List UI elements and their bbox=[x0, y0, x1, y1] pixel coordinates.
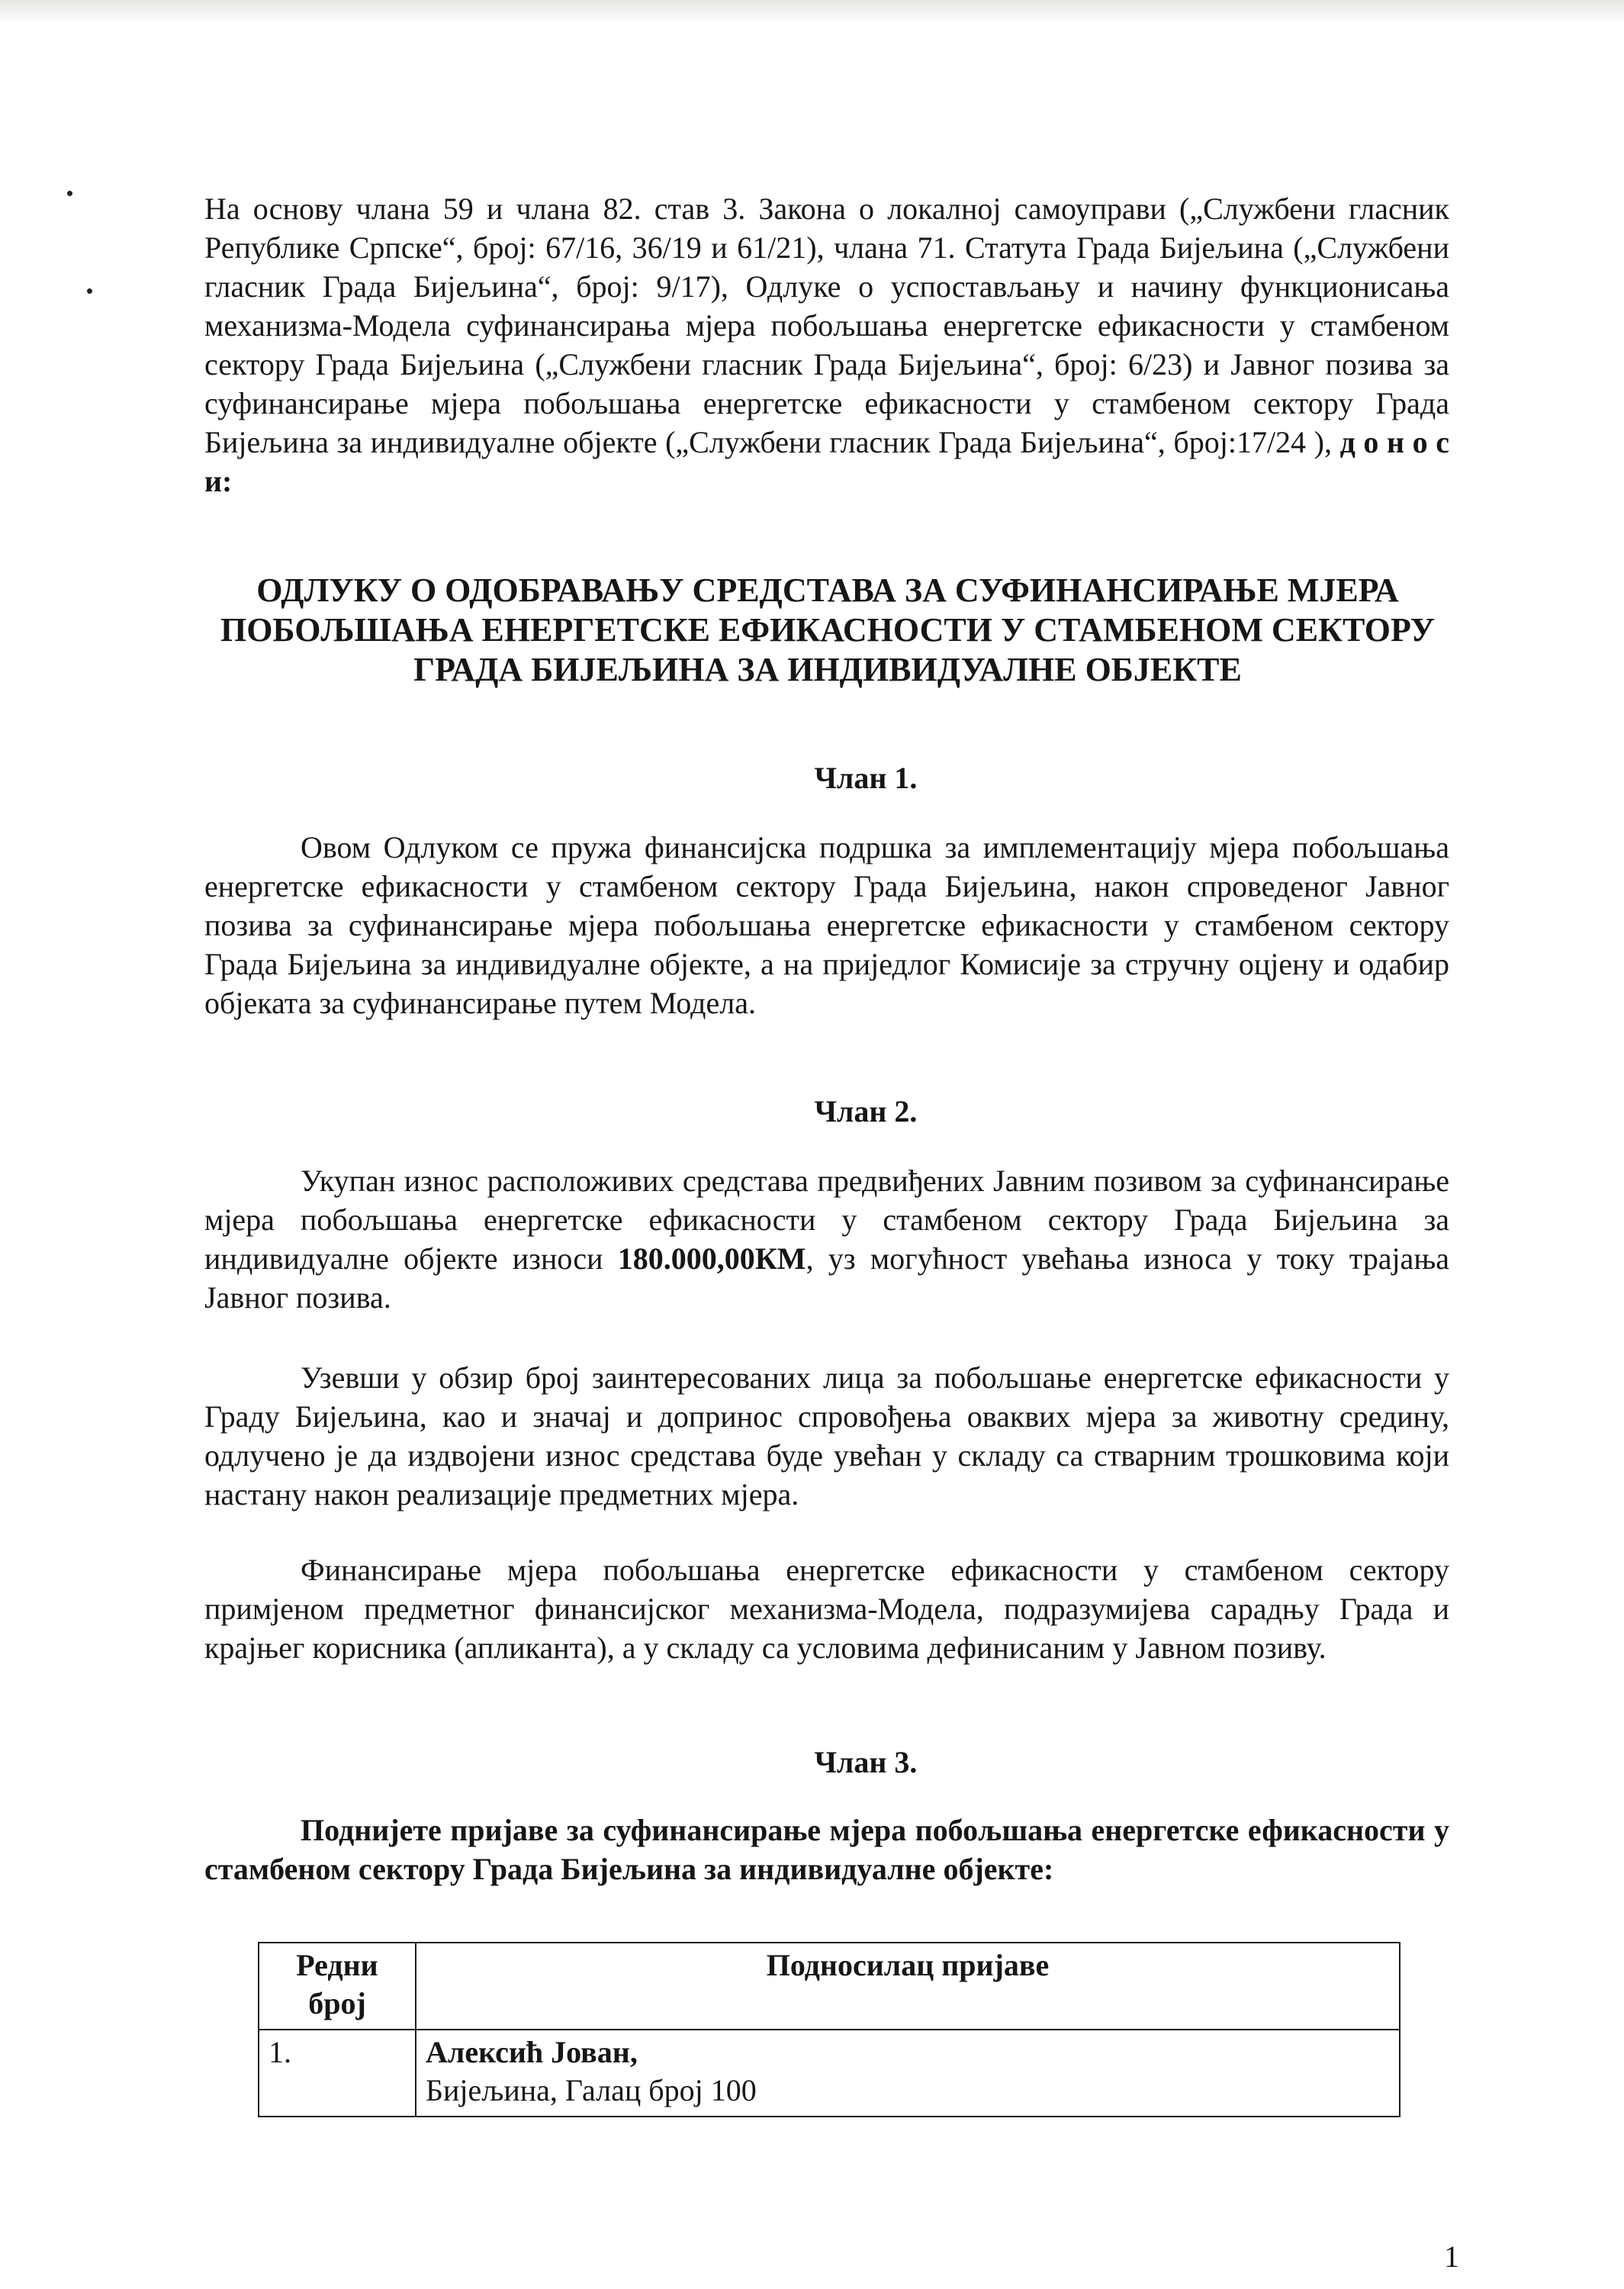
preamble bbox=[204, 189, 1449, 501]
applicant-cell bbox=[416, 2030, 1400, 2117]
applicant-name: Алексић Јован, bbox=[426, 2035, 638, 2069]
article-1-heading: Члан 1. bbox=[814, 761, 918, 795]
scan-mark bbox=[87, 288, 92, 294]
preamble-text: На основу члана 59 и члана 82. став 3. Закона о локалној самоуправи („Службени гласник Републике Српске“, број: 67/16, 36/19 и 61/21), члана 71. Статута Града Бијељина („Службени гласник Града Бијељина“, број: 9/17), Одлуке о успостављању и начину функционисања механизма-Модела суфинансирања мјера побољшања енергетске ефикасности у стамбеном сектору Града Бијељина („Службени гласник Града Бијељина“, број: 6/23) и Јавног позива за суфинансирање мјера побољшања енергетске ефикасности у стамбеном сектору Града Бијељина за индивидуалне објекте („Службени гласник Града Бијељина“, број:17/24 ), bbox=[204, 192, 1449, 459]
article-2-heading: Члан 2. bbox=[814, 1094, 918, 1128]
table-header-row bbox=[259, 1943, 1400, 2030]
article-2-paragraph-3: Финансирање мјера побољшања енергетске ефикасности у стамбеном сектору примјеном предметног финансијског механизма-Модела, подразумијева сарадњу Града и крајњег корисника (апликанта), а у складу са условима дефинисаним у Јавном позиву. bbox=[204, 1553, 1449, 1665]
row-number: 1. bbox=[259, 2030, 416, 2117]
scan-top-edge bbox=[0, 0, 1624, 23]
article-3-heading: Члан 3. bbox=[814, 1745, 918, 1779]
table-row bbox=[259, 2030, 1400, 2117]
article-2-paragraph-2: Узевши у обзир број заинтересованих лица за побољшање енергетске ефикасности у Граду Бијељина, као и значај и допринос спровођења оваквих мјера за животну средину, одлучено је да издвојени износ средстава буде увећан у складу са стварним трошковима који настану након реализације предметних мјера. bbox=[204, 1360, 1449, 1512]
decision-title: ОДЛУКУ О ОДОБРАВАЊУ СРЕДСТАВА ЗА СУФИНАНСИРАЊЕ МЈЕРА ПОБОЉШАЊА ЕНЕРГЕТСКЕ ЕФИКАСНОСТИ У СТАМБЕНОМ СЕКТОРУ ГРАДА БИЈЕЉИНА ЗА ИНДИВИДУАЛНЕ ОБЈЕКТЕ bbox=[220, 571, 1436, 688]
page-number: 1 bbox=[1444, 2239, 1459, 2274]
applicant-address: Бијељина, Галац број 100 bbox=[426, 2073, 757, 2107]
column-header-number: Редни број bbox=[259, 1943, 416, 2030]
applicants-table bbox=[258, 1942, 1400, 2117]
column-header-applicant: Подносилац пријаве bbox=[416, 1943, 1400, 2030]
scan-mark bbox=[67, 191, 72, 196]
preamble-verb: д о н о с и: bbox=[204, 425, 1450, 498]
article-2-paragraph-1 bbox=[204, 1161, 1449, 1317]
article-1-text: Овом Одлуком се пружа финансијска подршка за имплементацију мјера побољшања енергетске ефикасности у стамбеном сектору Града Бијељина, након спроведеног Јавног позива за суфинансирање мјера побољшања енергетске ефикасности у стамбеном сектору Града Бијељина за индивидуалне објекте, а на приједлог Комисије за стручну оцјену и одабир објеката за суфинансирање путем Модела. bbox=[204, 830, 1449, 1020]
article-2-p1-text: Укупан износ расположивих средстава предвиђених Јавним позивом за суфинансирање мјера побољшања енергетске ефикасности у стамбеном сектору Града Бијељина за индивидуалне објекте износи bbox=[204, 1164, 1449, 1276]
article-2-p1-text-end: , уз могућност увећања износа у току трајања Јавног позива. bbox=[204, 1241, 1449, 1315]
article-3-intro: Поднијете пријаве за суфинансирање мјера побољшања енергетске ефикасности у стамбеном сектору Града Бијељина за индивидуалне објекте: bbox=[204, 1813, 1449, 1886]
total-amount: 180.000,00КМ bbox=[617, 1241, 806, 1276]
